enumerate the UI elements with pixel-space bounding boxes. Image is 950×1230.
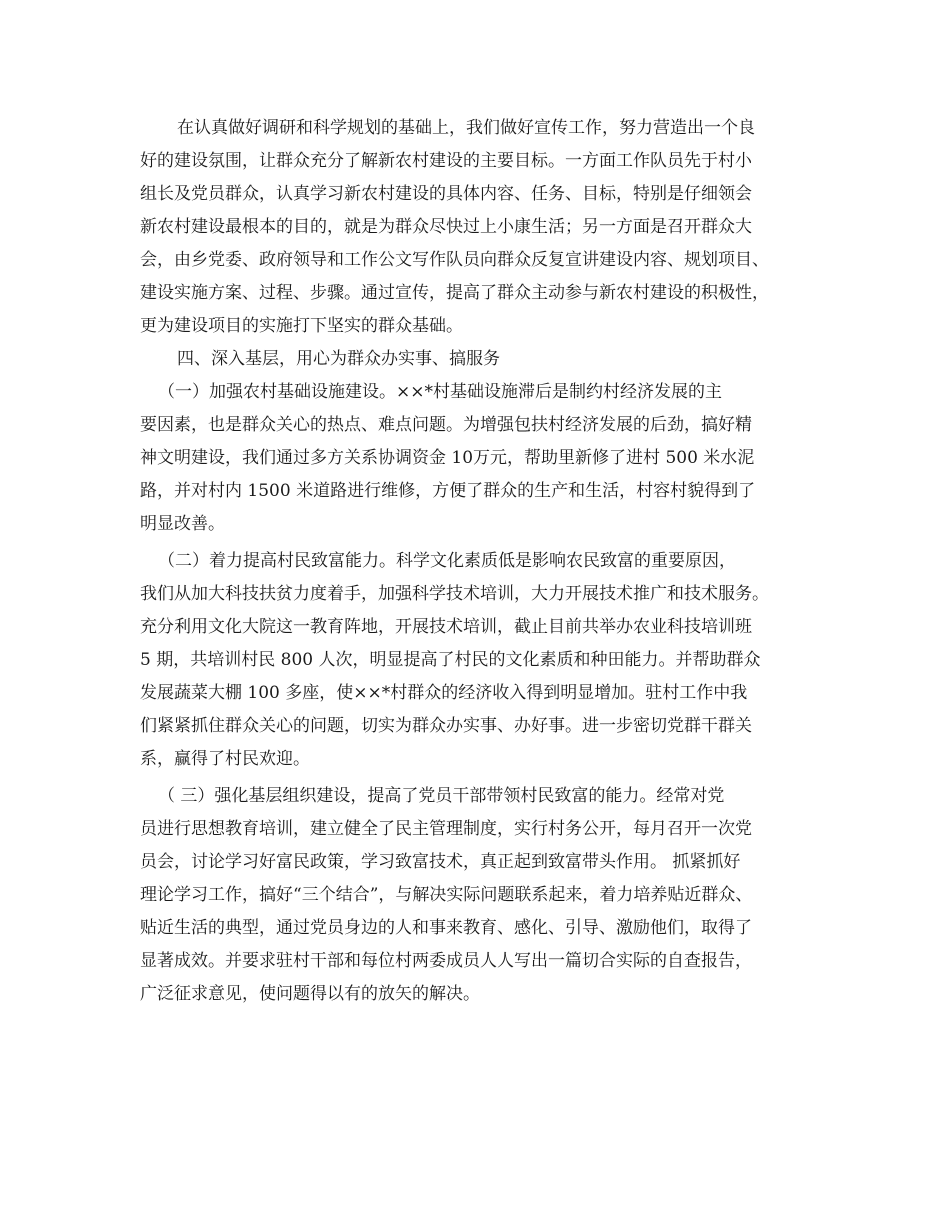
text-line: 好的建设氛围，让群众充分了解新农村建设的主要目标。一方面工作队员先于村小 bbox=[140, 151, 752, 171]
paragraph-publicity bbox=[140, 112, 825, 343]
text-line: 会，由乡党委、政府领导和工作公文写作队员向群众反复宣讲建设内容、规划项目、 bbox=[140, 250, 769, 270]
text-line: 路，并对村内 1500 米道路进行维修，方便了群众的生产和生活，村容村貌得到了 bbox=[140, 481, 756, 501]
text-line: 发展蔬菜大棚 100 多座，使××*村群众的经济收入得到明显增加。驻村工作中我 bbox=[140, 683, 748, 703]
text-line: 员会，讨论学习好富民政策，学习致富技术，真正起到致富带头作用。 抓紧抓好 bbox=[140, 852, 741, 872]
text-line: 明显改善。 bbox=[140, 514, 225, 534]
text-line: 显著成效。并要求驻村干部和每位村两委成员人人写出一篇切合实际的自查报告， bbox=[140, 951, 752, 971]
text-line: 组长及党员群众，认真学习新农村建设的具体内容、任务、目标，特别是仔细领会 bbox=[140, 184, 752, 204]
text-line: 我们从加大科技扶贫力度着手，加强科学技术培训，大力开展技术推广和技术服务。 bbox=[140, 584, 769, 604]
text-line: 广泛征求意见，使问题得以有的放矢的解决。 bbox=[140, 984, 480, 1004]
text-line: 员进行思想教育培训，建立健全了民主管理制度，实行村务公开，每月召开一次党 bbox=[140, 819, 752, 839]
section-heading-four bbox=[140, 343, 825, 376]
text-line: 建设实施方案、过程、步骤。通过宣传，提高了群众主动参与新农村建设的积极性， bbox=[140, 283, 769, 303]
text-line: （ 三）强化基层组织建设，提高了党员干部带领村民致富的能力。经常对党 bbox=[158, 786, 725, 806]
text-line: 们紧紧抓住群众关心的问题，切实为群众办实事、办好事。进一步密切党群干群关 bbox=[140, 716, 752, 736]
section-heading-text: 四、深入基层，用心为群众办实事、搞服务 bbox=[177, 349, 500, 369]
document-body bbox=[140, 112, 825, 1011]
text-line: （二）着力提高村民致富能力。科学文化素质低是影响农民致富的重要原因， bbox=[158, 551, 736, 571]
text-line: 在认真做好调研和科学规划的基础上，我们做好宣传工作，努力营造出一个良 bbox=[177, 118, 755, 138]
text-line: 5 期，共培训村民 800 人次，明显提高了村民的文化素质和种田能力。并帮助群众 bbox=[140, 650, 761, 670]
paragraph-enrichment bbox=[140, 545, 825, 776]
paragraph-organization bbox=[140, 780, 825, 1011]
text-line: 神文明建设，我们通过多方关系协调资金 10万元，帮助里新修了进村 500 米水泥 bbox=[140, 448, 755, 468]
text-line: 更为建设项目的实施打下坚实的群众基础。 bbox=[140, 316, 463, 336]
text-line: 理论学习工作，搞好“三个结合”，与解决实际问题联系起来，着力培养贴近群众、 bbox=[140, 885, 753, 905]
text-line: 贴近生活的典型，通过党员身边的人和事来教育、感化、引导、激励他们，取得了 bbox=[140, 918, 752, 938]
text-line: 系，赢得了村民欢迎。 bbox=[140, 749, 310, 769]
text-line: 充分利用文化大院这一教育阵地，开展技术培训，截止目前共举办农业科技培训班 bbox=[140, 617, 752, 637]
text-line: 要因素，也是群众关心的热点、难点问题。为增强包扶村经济发展的后劲，搞好精 bbox=[140, 415, 752, 435]
text-line: 新农村建设最根本的目的，就是为群众尽快过上小康生活；另一方面是召开群众大 bbox=[140, 217, 752, 237]
paragraph-infrastructure bbox=[140, 376, 825, 541]
text-line: （一）加强农村基础设施建设。××*村基础设施滞后是制约村经济发展的主 bbox=[158, 382, 722, 402]
